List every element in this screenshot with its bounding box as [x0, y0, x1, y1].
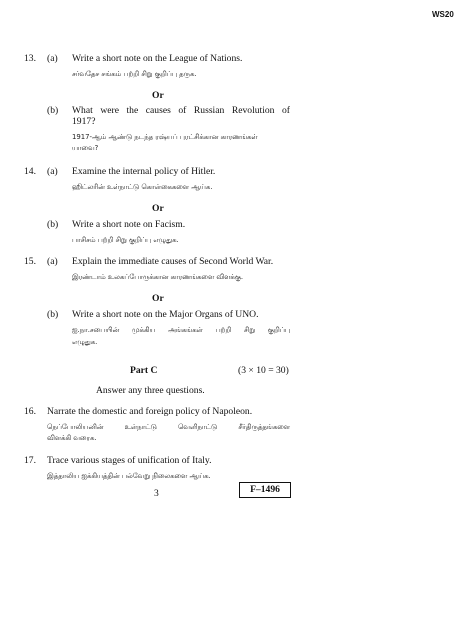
question-number-16: 16.: [24, 406, 36, 417]
q14-or: Or: [152, 203, 164, 214]
q13a-english: Write a short note on the League of Nations.: [72, 53, 243, 64]
q13b-label: (b): [47, 105, 59, 116]
q14b-english: Write a short note on Facism.: [72, 219, 186, 230]
q15-or: Or: [152, 293, 164, 304]
question-number-13: 13.: [24, 53, 36, 64]
paper-code: F–1496: [250, 484, 280, 495]
q17-english: Trace various stages of unification of Italy.: [47, 455, 212, 466]
q15a-english: Explain the immediate causes of Second World War.: [72, 256, 274, 267]
q13-or: Or: [152, 90, 164, 101]
q15b-english: Write a short note on the Major Organs of UNO.: [72, 309, 259, 320]
part-c-title: Part C: [130, 365, 158, 376]
q16-english: Narrate the domestic and foreign policy of Napoleon.: [47, 406, 253, 417]
q13a-label: (a): [47, 53, 58, 64]
q13b-tamil-line1: 1917-ஆம் ஆண்டு நடந்த ரஷ்யப் புரட்சிக்கான காரணங்கள்: [72, 133, 258, 141]
q15a-tamil: இரண்டாம் உலகப்போருக்கான காரணங்களை விளக்கு.: [72, 273, 244, 281]
q13b-english-line2: 1917?: [72, 116, 96, 127]
q13b-english-line1: What were the causes of Russian Revolution of: [72, 105, 290, 116]
paper-code-box: [239, 482, 291, 498]
part-c-marks: (3 × 10 = 30): [238, 365, 289, 376]
q16-tamil-line2: விளக்கி வரைக.: [47, 434, 97, 442]
q15b-label: (b): [47, 309, 59, 320]
page-number: 3: [154, 488, 159, 499]
question-number-15: 15.: [24, 256, 36, 267]
q14a-label: (a): [47, 166, 58, 177]
question-number-17: 17.: [24, 455, 36, 466]
q14a-english: Examine the internal policy of Hitler.: [72, 166, 216, 177]
q16-tamil-line1: நெப்போலியனின் உள்நாட்டு வெளிநாட்டு சீர்திருத்தங்களை: [47, 423, 290, 431]
header-code: WS20: [432, 10, 454, 19]
q15b-tamil-line2: எழுதுக.: [72, 338, 98, 346]
part-c-instruction: Answer any three questions.: [96, 385, 205, 396]
q15b-tamil-line1: ஐ.நா.சபையின் முக்கிய அங்கங்கள் பற்றி சிறு குறிப்பு: [72, 326, 290, 334]
q14b-tamil: பாசிசம் பற்றி சிறு குறிப்பு எழுதுக.: [72, 236, 179, 244]
q13a-tamil: சர்வதேச சங்கம் பற்றி சிறு குறிப்பு தருக.: [72, 70, 197, 78]
q17-tamil: இத்தாலிய ஐக்கியத்தின் பல்வேறு நிலைகளை ஆய்க.: [47, 472, 211, 480]
q15a-label: (a): [47, 256, 58, 267]
q13b-tamil-line2: யாவை?: [72, 144, 99, 152]
q14a-tamil: ஹிட்லரின் உள்நாட்டு கொள்கைகளை ஆய்க.: [72, 183, 213, 191]
question-number-14: 14.: [24, 166, 36, 177]
q14b-label: (b): [47, 219, 59, 230]
